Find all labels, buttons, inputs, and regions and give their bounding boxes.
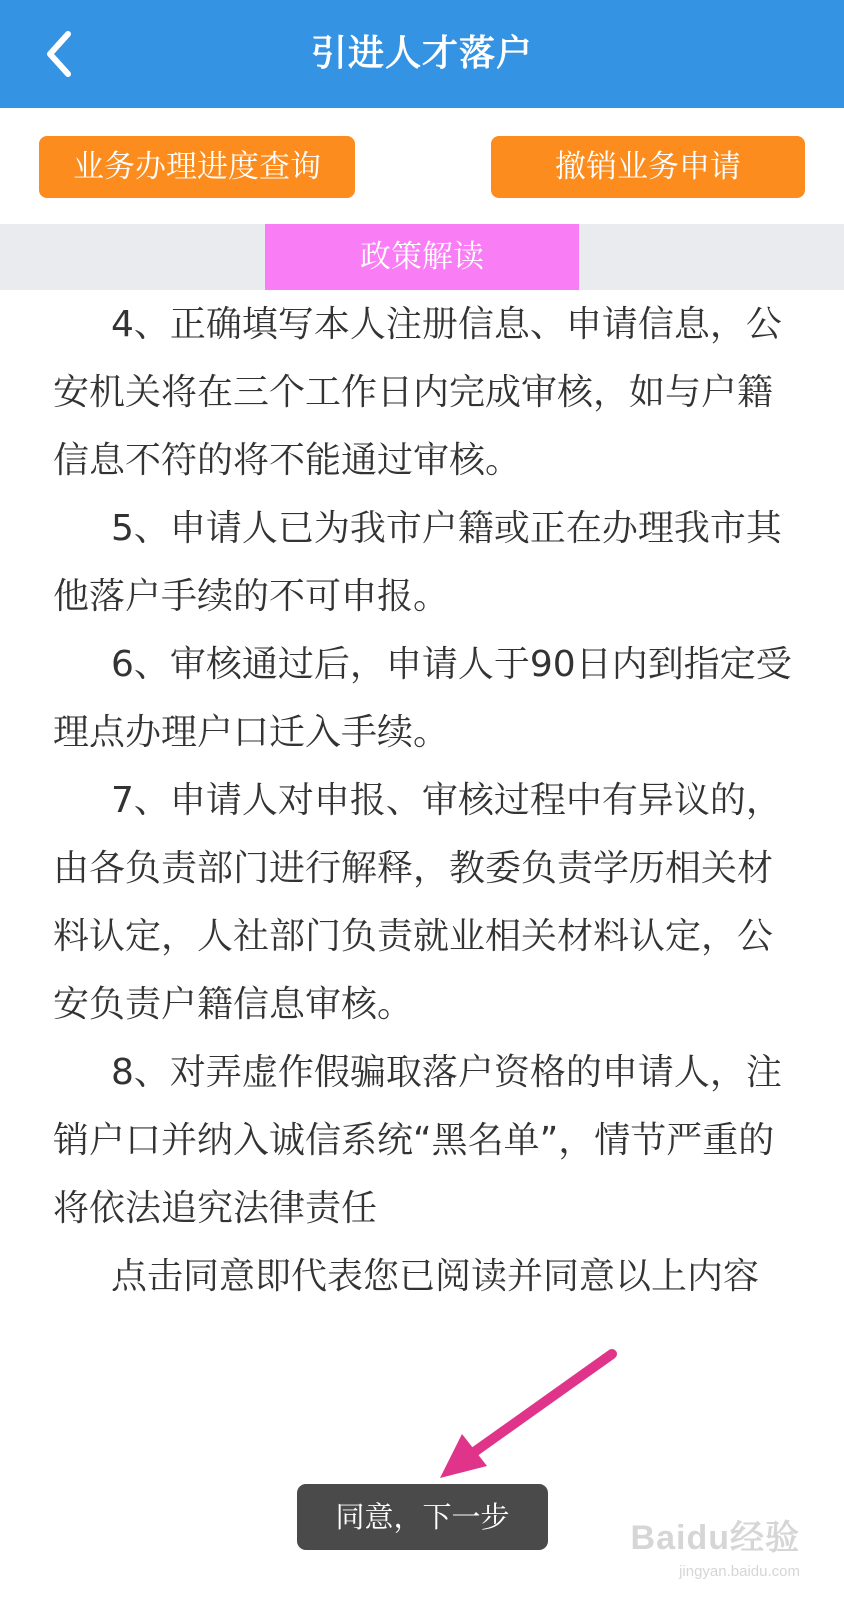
policy-content — [53, 291, 793, 1311]
tab-policy-interpretation[interactable]: 政策解读 — [265, 224, 579, 290]
policy-paragraph: 4、正确填写本人注册信息、申请信息，公安机关将在三个工作日内完成审核，如与户籍信息不符的将不能通过审核。 — [53, 304, 782, 481]
policy-paragraph: 7、申请人对申报、审核过程中有异议的，由各负责部门进行解释，教委负责学历相关材料认定，人社部门负责就业相关材料认定，公安负责户籍信息审核。 — [53, 780, 782, 1025]
tab-bar — [0, 224, 844, 290]
cancel-application-button[interactable]: 撤销业务申请 — [491, 136, 805, 198]
page-title: 引进人才落户 — [310, 33, 533, 74]
policy-paragraph: 5、申请人已为我市户籍或正在办理我市其他落户手续的不可申报。 — [53, 508, 782, 617]
baidu-watermark — [631, 1510, 800, 1580]
watermark-url: jingyan.baidu.com — [679, 1563, 800, 1580]
agreement-notice: 点击同意即代表您已阅读并同意以上内容 — [111, 1256, 760, 1297]
watermark-logo: Baidu经验 — [630, 1519, 800, 1557]
agree-next-button[interactable]: 同意，下一步 — [297, 1484, 548, 1550]
policy-paragraph: 8、对弄虚作假骗取落户资格的申请人，注销户口并纳入诚信系统“黑名单”，情节严重的将依法追究法律责任 — [53, 1052, 782, 1229]
progress-query-button[interactable]: 业务办理进度查询 — [39, 136, 355, 198]
policy-paragraph: 6、审核通过后，申请人于90日内到指定受理点办理户口迁入手续。 — [53, 644, 792, 753]
header-bar — [0, 0, 844, 108]
